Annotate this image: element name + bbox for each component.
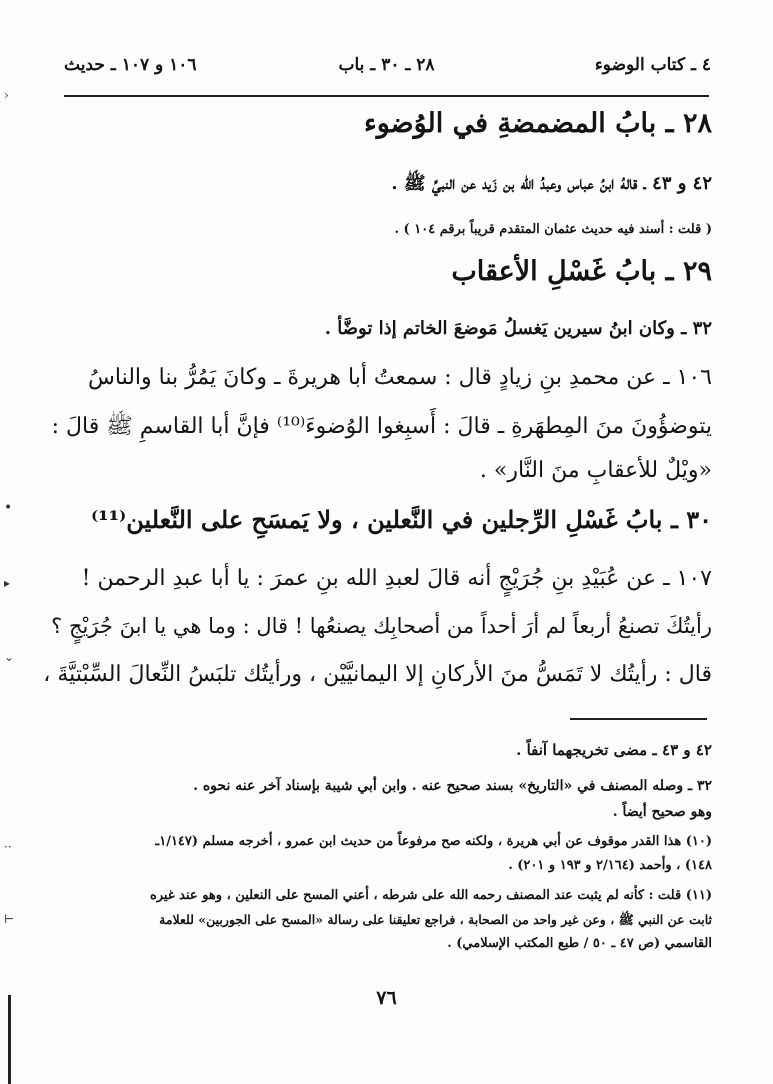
footnote-32-line-1: ٣٢ ـ وصله المصنف في «التاريخ» بسند صحيح عنه . وابن أبي شيبة بإسناد آخر عنه نحوه . [193,778,712,794]
section-heading-30: ٣٠ ـ بابُ غَسْلِ الرِّجلين في النَّعلين ، ولا يَمسَحِ على النَّعلين⁽¹¹⁾ [90,505,712,534]
footnote-42-43: ٤٢ و ٤٣ ـ مضى تخريجهما آنفاً . [516,741,712,759]
footnote-11-line-3: القاسمي (ص ٤٧ ـ ٥٠ / طبع المكتب الإسلامي) . [447,936,712,951]
footnote-11-line-1: (١١) قلت : كأنه لم يثبت عند المصنف رحمه الله على شرطه ، أعني المسح على النعلين ، وهو عند غيره [149,888,712,903]
section-28-note: ( قلت : أسند فيه حديث عثمان المتقدم قريباً برقم ١٠٤ ) . [394,222,712,237]
margin-mark: ⌄ [4,650,15,664]
running-header-sections: ٢٨ ـ ٣٠ ـ باب [338,55,435,75]
footnote-10-line-1: (١٠) هذا القدر موقوف عن أبي هريرة ، ولكنه صح مرفوعاً من حديث ابن عمرو ، أخرجه مسلم (١/١٤٧ـ [155,834,712,849]
running-header-chapter: ٤ ـ كتاب الوضوء [594,55,711,75]
scan-edge-line [8,995,11,1084]
header-rule [64,95,709,97]
footnote-11-line-2: ثابت عن النبي ﷺ ، وعن غير واحد من الصحابة ، فراجع تعليقنا على رسالة «المسح على الجوربين» للعلامة [159,912,712,927]
margin-mark: ·· [4,840,12,854]
section-heading-28: ٢٨ ـ بابُ المضمضةِ في الوُضوء [364,108,712,139]
margin-mark: ▸ [4,576,11,590]
margin-mark: ⊢ [4,912,15,926]
running-header-hadith-range: ١٠٦ و ١٠٧ ـ حديث [64,55,197,75]
hadith-106-line-2: يتوضؤُونَ منَ المِطهَرةِ ـ قالَ : أَسبِغوا الوُضوءَ⁽¹⁰⁾ فإنَّ أبا القاسمِ ﷺ قالَ : [51,414,712,439]
hadith-106-line-3: «ويْلٌ للأعقابِ منَ النَّار» . [479,458,712,483]
hadith-107-line-2: رأيتُكَ تصنعُ أربعاً لم أرَ أحداً من أصحابِك يصنعُها ! قال : وما هي يا ابنَ جُرَيْجٍ ؟ [51,614,712,638]
section-29-text: ٣٢ ـ وكان ابنُ سيرين يَغسلُ مَوضعَ الخاتم إذا توضَّأ . [324,318,712,339]
page-number: ٧٦ [376,987,397,1009]
hadith-106-line-1: ١٠٦ ـ عن محمدِ بنِ زيادٍ قال : سمعتُ أبا هريرةَ ـ وكانَ يَمُرُّ بنا والناسُ [88,365,712,390]
footnote-rule [570,718,707,720]
section-heading-29: ٢٩ ـ بابُ غَسْلِ الأعقاب [451,256,712,287]
hadith-107-line-1: ١٠٧ ـ عن عُبَيْدِ بنِ جُرَيْجٍ أنه قالَ لعبدِ الله بنِ عمرَ : يا أبا عبدِ الرحمن ! [81,566,712,591]
margin-mark: › [4,88,9,102]
hadith-107-line-3: قال : رأيتُك لا تَمَسُّ منَ الأركانِ إلا اليمانيَّيْن ، ورأيتُك تلبَسُ النِّعالَ السِّبْتيَّةَ ، [43,662,712,687]
footnote-32-line-2: وهو صحيح أيضاً . [612,804,712,820]
footnote-10-line-2: ١٤٨) ، وأحمد (٢/١٦٤ و ١٩٣ و ٢٠١) . [508,858,712,873]
margin-mark: • [4,500,13,516]
section-28-text: ٤٢ و ٤٣ ـ قالهُ ابنُ عباس وعبدُ الله بن زَيد عن النبيِّ ﷺ . [391,173,712,194]
